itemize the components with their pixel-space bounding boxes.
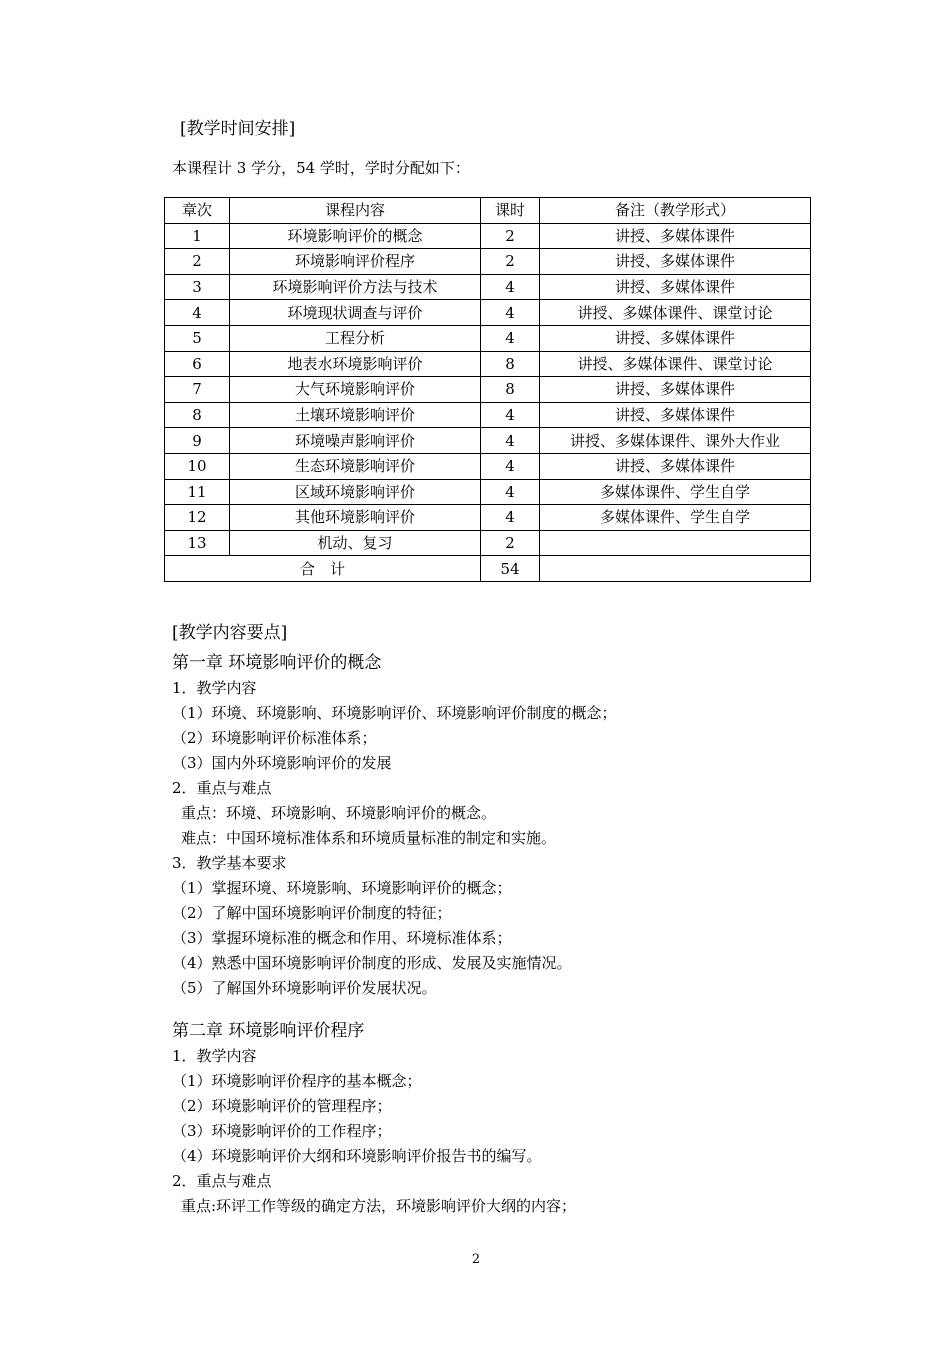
remarks-cell <box>540 530 811 556</box>
list-item: （3）掌握环境标准的概念和作用、环境标准体系； <box>172 929 512 947</box>
hours-cell: 4 <box>481 505 540 531</box>
chapter-cell: 10 <box>165 453 230 479</box>
list-item: （3）国内外环境影响评价的发展 <box>172 754 392 772</box>
list-item: 重点:环评工作等级的确定方法，环境影响评价大纲的内容； <box>181 1197 577 1215</box>
schedule-table-body <box>165 198 811 582</box>
hours-cell: 4 <box>481 274 540 300</box>
table-row <box>165 249 811 275</box>
table-row <box>165 377 811 403</box>
table-row <box>165 479 811 505</box>
table-header-row <box>165 198 811 224</box>
total-label: 合 计 <box>165 556 481 582</box>
chapter-cell: 4 <box>165 300 230 326</box>
chapter2-subheading-keypoints: 2．重点与难点 <box>172 1172 272 1190</box>
table-row <box>165 453 811 479</box>
list-item: （2）了解中国环境影响评价制度的特征； <box>172 904 452 922</box>
chapter1-title: 第一章 环境影响评价的概念 <box>172 653 382 673</box>
chapter2-subheading-content: 1．教学内容 <box>172 1047 257 1065</box>
content-cell: 大气环境影响评价 <box>230 377 481 403</box>
schedule-table <box>164 197 811 582</box>
list-item: （4）熟悉中国环境影响评价制度的形成、发展及实施情况。 <box>172 954 572 972</box>
chapter-cell: 1 <box>165 223 230 249</box>
list-item: （1）环境影响评价程序的基本概念； <box>172 1072 422 1090</box>
table-row <box>165 351 811 377</box>
remarks-cell: 讲授、多媒体课件、课堂讨论 <box>540 351 811 377</box>
remarks-cell: 讲授、多媒体课件 <box>540 453 811 479</box>
content-cell: 工程分析 <box>230 325 481 351</box>
remarks-cell: 讲授、多媒体课件、课外大作业 <box>540 428 811 454</box>
list-item: （1）环境、环境影响、环境影响评价、环境影响评价制度的概念； <box>172 704 617 722</box>
chapter-cell: 2 <box>165 249 230 275</box>
schedule-heading: [教学时间安排] <box>180 119 296 139</box>
table-row <box>165 274 811 300</box>
chapter-cell: 3 <box>165 274 230 300</box>
table-row <box>165 505 811 531</box>
chapter1-subheading-keypoints: 2．重点与难点 <box>172 779 272 797</box>
content-cell: 生态环境影响评价 <box>230 453 481 479</box>
content-section <box>172 621 617 1219</box>
schedule-intro: 本课程计 3 学分，54 学时，学时分配如下： <box>172 159 470 177</box>
content-cell: 环境影响评价程序 <box>230 249 481 275</box>
remarks-cell: 讲授、多媒体课件 <box>540 249 811 275</box>
chapter-cell: 11 <box>165 479 230 505</box>
hours-cell: 4 <box>481 325 540 351</box>
content-cell: 地表水环境影响评价 <box>230 351 481 377</box>
content-cell: 环境噪声影响评价 <box>230 428 481 454</box>
table-row <box>165 300 811 326</box>
total-hours: 54 <box>481 556 540 582</box>
chapter2-title: 第二章 环境影响评价程序 <box>172 1021 365 1041</box>
list-item: 难点：中国环境标准体系和环境质量标准的制定和实施。 <box>181 829 557 847</box>
header-cell-hours: 课时 <box>481 198 540 224</box>
list-item: 重点：环境、环境影响、环境影响评价的概念。 <box>181 804 497 822</box>
chapter1-subheading-content: 1．教学内容 <box>172 679 257 697</box>
list-item: （2）环境影响评价的管理程序； <box>172 1097 392 1115</box>
header-cell-content: 课程内容 <box>230 198 481 224</box>
content-cell: 环境影响评价的概念 <box>230 223 481 249</box>
table-row <box>165 223 811 249</box>
content-cell: 环境现状调查与评价 <box>230 300 481 326</box>
remarks-cell: 多媒体课件、学生自学 <box>540 505 811 531</box>
chapter-cell: 12 <box>165 505 230 531</box>
remarks-cell: 讲授、多媒体课件 <box>540 223 811 249</box>
remarks-cell: 讲授、多媒体课件 <box>540 402 811 428</box>
content-cell: 区域环境影响评价 <box>230 479 481 505</box>
chapter-cell: 7 <box>165 377 230 403</box>
table-row <box>165 402 811 428</box>
chapter-cell: 5 <box>165 325 230 351</box>
total-remarks <box>540 556 811 582</box>
table-row <box>165 428 811 454</box>
remarks-cell: 讲授、多媒体课件 <box>540 325 811 351</box>
hours-cell: 2 <box>481 249 540 275</box>
list-item: （3）环境影响评价的工作程序； <box>172 1122 392 1140</box>
content-cell: 其他环境影响评价 <box>230 505 481 531</box>
chapter-cell: 8 <box>165 402 230 428</box>
table-row <box>165 530 811 556</box>
list-item: （2）环境影响评价标准体系； <box>172 729 377 747</box>
content-heading: [教学内容要点] <box>172 623 288 643</box>
hours-cell: 8 <box>481 351 540 377</box>
chapter-cell: 9 <box>165 428 230 454</box>
remarks-cell: 讲授、多媒体课件 <box>540 274 811 300</box>
total-row <box>165 556 811 582</box>
table-row <box>165 325 811 351</box>
hours-cell: 4 <box>481 300 540 326</box>
hours-cell: 2 <box>481 530 540 556</box>
hours-cell: 8 <box>481 377 540 403</box>
list-item: （4）环境影响评价大纲和环境影响评价报告书的编写。 <box>172 1147 542 1165</box>
page-number: 2 <box>471 1252 481 1267</box>
hours-cell: 4 <box>481 453 540 479</box>
content-cell: 机动、复习 <box>230 530 481 556</box>
content-cell: 土壤环境影响评价 <box>230 402 481 428</box>
chapter1-subheading-requirements: 3．教学基本要求 <box>172 854 287 872</box>
hours-cell: 4 <box>481 428 540 454</box>
hours-cell: 2 <box>481 223 540 249</box>
chapter-cell: 13 <box>165 530 230 556</box>
remarks-cell: 讲授、多媒体课件 <box>540 377 811 403</box>
hours-cell: 4 <box>481 479 540 505</box>
chapter-cell: 6 <box>165 351 230 377</box>
hours-cell: 4 <box>481 402 540 428</box>
header-cell-chapter: 章次 <box>165 198 230 224</box>
remarks-cell: 讲授、多媒体课件、课堂讨论 <box>540 300 811 326</box>
list-item: （1）掌握环境、环境影响、环境影响评价的概念； <box>172 879 512 897</box>
header-cell-remarks: 备注（教学形式） <box>540 198 811 224</box>
list-item: （5）了解国外环境影响评价发展状况。 <box>172 979 437 997</box>
remarks-cell: 多媒体课件、学生自学 <box>540 479 811 505</box>
content-cell: 环境影响评价方法与技术 <box>230 274 481 300</box>
